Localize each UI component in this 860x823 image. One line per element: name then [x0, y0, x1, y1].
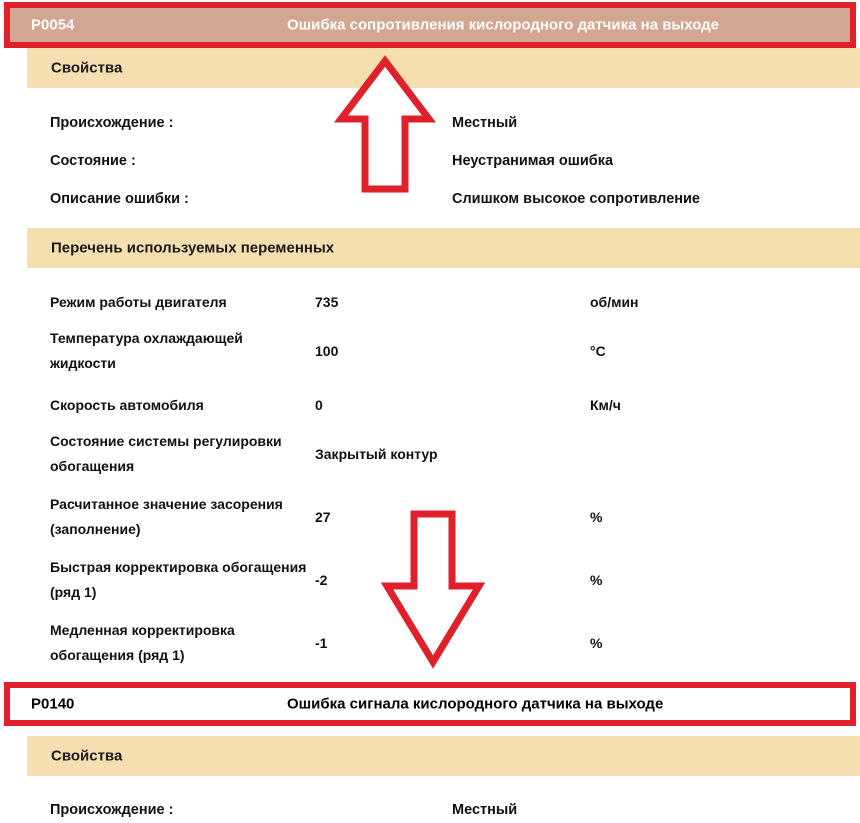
property-row	[0, 150, 860, 174]
property-row	[0, 799, 860, 823]
variable-value: 0	[315, 397, 323, 413]
variable-value: Закрытый контур	[315, 446, 438, 462]
table-row	[0, 290, 860, 316]
variable-name: Состояние системы регулировки обогащения	[50, 433, 282, 474]
variable-value: -1	[315, 635, 328, 651]
variable-unit: %	[590, 572, 603, 588]
property-label: Происхождение :	[50, 115, 174, 131]
variable-value: 100	[315, 343, 339, 359]
dtc-code-bar-primary	[10, 8, 850, 42]
property-row	[0, 112, 860, 136]
section-title-variables: Перечень используемых переменных	[51, 239, 335, 257]
section-header-properties-primary	[27, 48, 860, 88]
property-value: Местный	[452, 802, 518, 818]
variable-value: -2	[315, 572, 328, 588]
property-row	[0, 188, 860, 212]
variable-name: Скорость автомобиля	[50, 397, 204, 413]
dtc-code-bar-highlight-secondary	[4, 682, 856, 726]
table-row	[0, 429, 860, 479]
variable-name: Медленная корректировка обогащения (ряд 1)	[50, 622, 235, 663]
section-header-variables	[27, 228, 860, 268]
variable-name: Режим работы двигателя	[50, 294, 227, 310]
table-row	[0, 555, 860, 605]
variable-unit: °C	[590, 343, 606, 359]
variable-value: 735	[315, 294, 339, 310]
property-label: Происхождение :	[50, 802, 174, 818]
dtc-code-secondary: P0140	[31, 695, 75, 713]
variable-value: 27	[315, 509, 331, 525]
variable-unit: %	[590, 635, 603, 651]
property-value: Неустранимая ошибка	[452, 153, 614, 169]
section-title-properties-primary: Свойства	[51, 59, 123, 77]
table-row	[0, 618, 860, 668]
table-row	[0, 326, 860, 376]
table-row	[0, 492, 860, 542]
property-label: Описание ошибки :	[50, 191, 189, 207]
property-value: Местный	[452, 115, 518, 131]
section-title-properties-secondary: Свойства	[51, 747, 123, 765]
variable-unit: Км/ч	[590, 397, 621, 413]
dtc-code-bar-secondary	[10, 688, 850, 720]
variable-name: Расчитанное значение засорения (заполнение)	[50, 496, 283, 537]
table-row	[0, 393, 860, 419]
section-header-properties-secondary	[27, 736, 860, 776]
variable-unit: об/мин	[590, 294, 639, 310]
property-value: Слишком высокое сопротивление	[452, 191, 700, 207]
dtc-title-primary: Ошибка сопротивления кислородного датчика на выходе	[287, 16, 720, 34]
property-label: Состояние :	[50, 153, 136, 169]
variable-name: Температура охлаждающей жидкости	[50, 330, 243, 371]
dtc-code-primary: P0054	[31, 16, 75, 34]
variable-unit: %	[590, 509, 603, 525]
dtc-code-bar-highlight-primary	[4, 2, 856, 48]
variable-name: Быстрая корректировка обогащения (ряд 1)	[50, 559, 307, 600]
dtc-title-secondary: Ошибка сигнала кислородного датчика на выходе	[287, 695, 664, 713]
